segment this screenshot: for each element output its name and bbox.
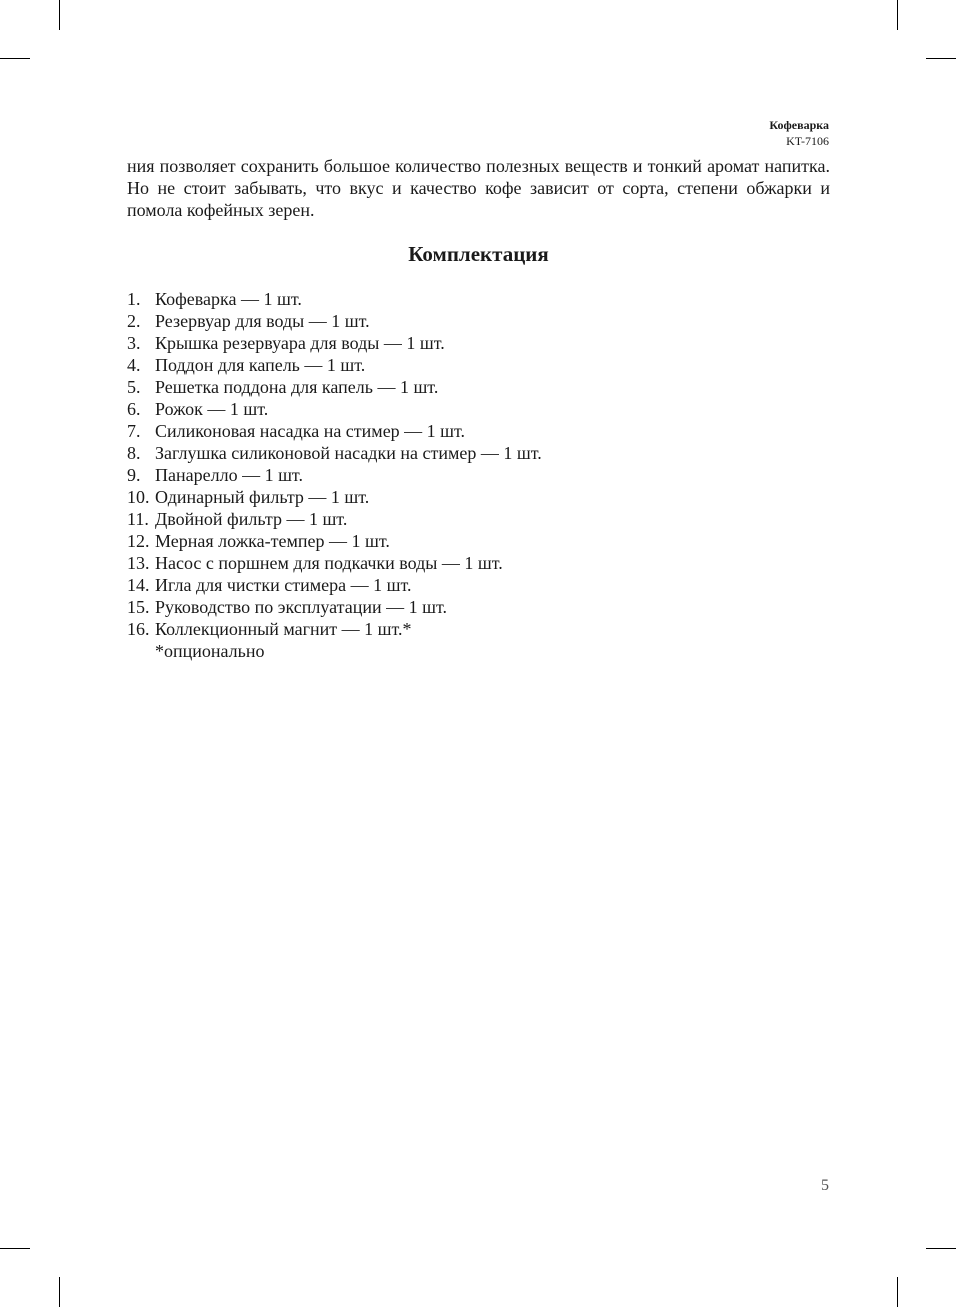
list-item	[127, 442, 542, 464]
running-header	[769, 117, 829, 149]
list-item-number: 1.	[127, 289, 141, 309]
list-item	[127, 530, 542, 552]
list-item-number: 6.	[127, 399, 141, 419]
list-item	[127, 552, 542, 574]
intro-paragraph: ния позволяет сохранить большое количество полезных веществ и тонкий аромат напитка. Но не стоит забывать, что вкус и качество кофе зависит от сорта, степени обжарки и помола кофейных зерен.	[127, 156, 830, 220]
list-item	[127, 486, 542, 508]
list-item	[127, 398, 542, 420]
list-item-text: Рожок — 1 шт.	[155, 399, 269, 419]
list-item	[127, 310, 542, 332]
header-title: Кофеварка	[769, 118, 829, 132]
list-item-number: 9.	[127, 465, 141, 485]
header-model: KT-7106	[786, 134, 829, 148]
list-item	[127, 508, 542, 530]
list-item-text: Панарелло — 1 шт.	[155, 465, 303, 485]
list-item-text: Двойной фильтр — 1 шт.	[155, 509, 348, 529]
list-item-text: Решетка поддона для капель — 1 шт.	[155, 377, 439, 397]
list-item-number: 15.	[127, 597, 150, 617]
list-item-text: Игла для чистки стимера — 1 шт.	[155, 575, 412, 595]
list-item-text: Мерная ложка-темпер — 1 шт.	[155, 531, 390, 551]
list-item-number: 16.	[127, 619, 150, 639]
list-item-number: 14.	[127, 575, 150, 595]
crop-mark	[0, 1248, 30, 1249]
list-item-number: 12.	[127, 531, 150, 551]
list-item-number: 3.	[127, 333, 141, 353]
list-item-text: Руководство по эксплуатации — 1 шт.	[155, 597, 447, 617]
list-item	[127, 288, 542, 310]
crop-mark	[926, 58, 956, 59]
list-item-number: 8.	[127, 443, 141, 463]
footnote: *опционально	[155, 641, 265, 661]
list-item-number: 4.	[127, 355, 141, 375]
crop-mark	[0, 58, 30, 59]
list-item	[127, 596, 542, 618]
list-item-number: 11.	[127, 509, 149, 529]
list-item-number: 7.	[127, 421, 141, 441]
page-number: 5	[821, 1177, 829, 1194]
crop-mark	[897, 0, 898, 30]
crop-mark	[59, 1277, 60, 1307]
list-item	[127, 618, 542, 640]
list-item	[127, 354, 542, 376]
crop-mark	[926, 1248, 956, 1249]
contents-list	[127, 288, 542, 640]
list-item-text: Насос с поршнем для подкачки воды — 1 шт.	[155, 553, 503, 573]
list-item	[127, 332, 542, 354]
list-item-text: Крышка резервуара для воды — 1 шт.	[155, 333, 445, 353]
list-item	[127, 574, 542, 596]
list-item	[127, 420, 542, 442]
list-item	[127, 464, 542, 486]
list-item-text: Коллекционный магнит — 1 шт.*	[155, 619, 412, 639]
list-item-text: Заглушка силиконовой насадки на стимер — 1 шт.	[155, 443, 542, 463]
section-title: Комплектация	[408, 242, 549, 266]
crop-mark	[897, 1277, 898, 1307]
list-item-number: 10.	[127, 487, 150, 507]
list-item	[127, 376, 542, 398]
list-item-text: Силиконовая насадка на стимер — 1 шт.	[155, 421, 466, 441]
list-item-text: Одинарный фильтр — 1 шт.	[155, 487, 370, 507]
list-item-text: Поддон для капель — 1 шт.	[155, 355, 366, 375]
list-item-text: Кофеварка — 1 шт.	[155, 289, 302, 309]
list-item-number: 2.	[127, 311, 141, 331]
crop-mark	[59, 0, 60, 30]
list-item-number: 13.	[127, 553, 150, 573]
list-item-text: Резервуар для воды — 1 шт.	[155, 311, 370, 331]
list-item-number: 5.	[127, 377, 141, 397]
